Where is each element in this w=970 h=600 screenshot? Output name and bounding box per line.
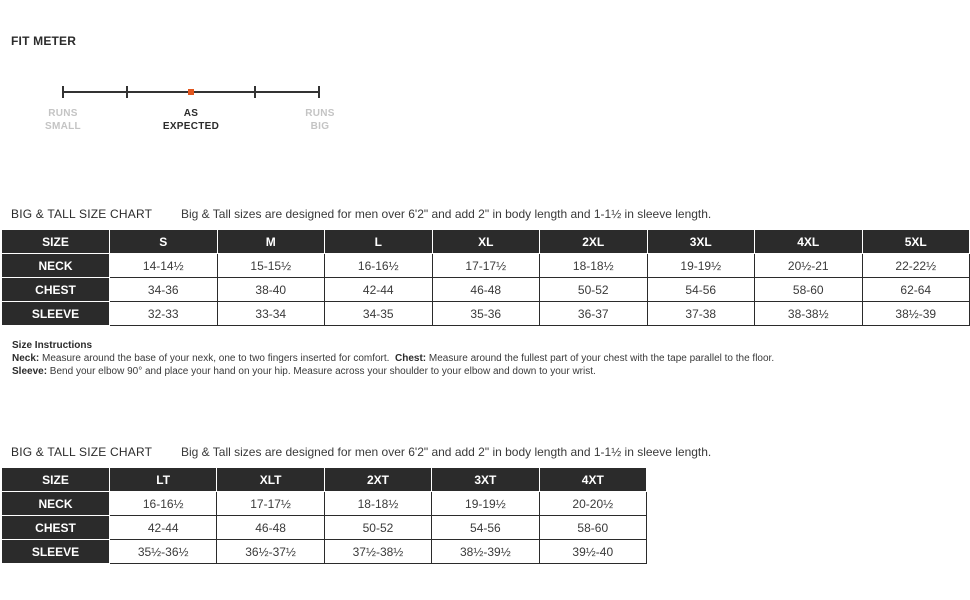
table-row	[2, 516, 647, 540]
fit-label-runs-big	[280, 107, 360, 133]
fit-meter-marker	[188, 89, 194, 95]
fit-meter-title: FIT METER	[11, 34, 77, 48]
fit-meter-tick	[62, 86, 64, 98]
column-header: 3XT	[432, 468, 539, 492]
column-header: SIZE	[2, 230, 110, 254]
table-cell: 16-16½	[325, 254, 433, 278]
column-header: LT	[110, 468, 217, 492]
table-header-row	[2, 230, 970, 254]
fit-label-runs-small	[23, 107, 103, 133]
neck-text: Measure around the base of your nexk, one to two fingers inserted for comfort.	[39, 353, 390, 364]
column-header: XL	[432, 230, 540, 254]
fit-label-line: EXPECTED	[162, 121, 220, 132]
fit-label-line: BIG	[310, 121, 330, 132]
table-cell: 46-48	[217, 516, 324, 540]
fit-label-as-expected	[151, 107, 231, 133]
table-row	[2, 540, 647, 564]
table-cell: 37-38	[647, 302, 755, 326]
table-cell: 36½-37½	[217, 540, 324, 564]
size-chart-description: Big & Tall sizes are designed for men over 6'2" and add 2" in body length and 1-1½ in sleeve length.	[181, 207, 712, 221]
table-cell: 50-52	[540, 278, 648, 302]
table-row	[2, 492, 647, 516]
column-header: SIZE	[2, 468, 110, 492]
table-row	[2, 278, 970, 302]
tall-size-chart-heading	[11, 445, 711, 459]
column-header: L	[325, 230, 433, 254]
table-cell: 22-22½	[862, 254, 970, 278]
table-cell: 19-19½	[432, 492, 539, 516]
table-cell: 33-34	[217, 302, 325, 326]
chest-text: Measure around the fullest part of your chest with the tape parallel to the floor.	[426, 353, 775, 364]
table-cell: 42-44	[325, 278, 433, 302]
table-row	[2, 302, 970, 326]
table-cell: 20½-21	[755, 254, 863, 278]
size-instructions	[12, 339, 962, 378]
column-header: S	[110, 230, 218, 254]
column-header: 4XL	[755, 230, 863, 254]
size-instructions-title: Size Instructions	[12, 340, 93, 351]
fit-meter-tick	[254, 86, 256, 98]
fit-label-line: AS	[183, 108, 199, 119]
table-cell: 14-14½	[110, 254, 218, 278]
instructions-line-neck-chest	[12, 352, 962, 365]
row-header: SLEEVE	[2, 302, 110, 326]
chest-label: Chest:	[395, 353, 427, 364]
table-cell: 39½-40	[539, 540, 646, 564]
fit-label-line: SMALL	[45, 121, 81, 132]
table-cell: 36-37	[540, 302, 648, 326]
table-cell: 38½-39½	[432, 540, 539, 564]
table-cell: 35½-36½	[110, 540, 217, 564]
column-header: M	[217, 230, 325, 254]
fit-meter-tick	[126, 86, 128, 98]
column-header: 2XL	[540, 230, 648, 254]
tall-size-chart-table	[1, 467, 647, 564]
table-cell: 17-17½	[432, 254, 540, 278]
column-header: 2XT	[324, 468, 431, 492]
table-cell: 32-33	[110, 302, 218, 326]
table-cell: 34-36	[110, 278, 218, 302]
row-header: NECK	[2, 254, 110, 278]
table-cell: 16-16½	[110, 492, 217, 516]
sleeve-text: Bend your elbow 90° and place your hand on your hip. Measure across your shoulder to your elbow and down to your wrist.	[47, 366, 596, 377]
tall-size-chart-description: Big & Tall sizes are designed for men over 6'2" and add 2" in body length and 1-1½ in sleeve length.	[181, 445, 712, 459]
table-cell: 38½-39	[862, 302, 970, 326]
table-cell: 46-48	[432, 278, 540, 302]
row-header: NECK	[2, 492, 110, 516]
table-cell: 17-17½	[217, 492, 324, 516]
table-cell: 19-19½	[647, 254, 755, 278]
column-header: 3XL	[647, 230, 755, 254]
table-cell: 54-56	[647, 278, 755, 302]
table-cell: 20-20½	[539, 492, 646, 516]
tall-size-chart-title: BIG & TALL SIZE CHART	[11, 445, 153, 459]
fit-meter-tick	[318, 86, 320, 98]
table-row	[2, 254, 970, 278]
table-cell: 42-44	[110, 516, 217, 540]
table-cell: 18-18½	[540, 254, 648, 278]
row-header: CHEST	[2, 516, 110, 540]
row-header: CHEST	[2, 278, 110, 302]
table-cell: 35-36	[432, 302, 540, 326]
size-chart-heading	[11, 207, 711, 221]
row-header: SLEEVE	[2, 540, 110, 564]
table-cell: 34-35	[325, 302, 433, 326]
table-cell: 50-52	[324, 516, 431, 540]
sleeve-label: Sleeve:	[12, 366, 48, 377]
table-cell: 15-15½	[217, 254, 325, 278]
table-cell: 38-38½	[755, 302, 863, 326]
column-header: 4XT	[539, 468, 646, 492]
column-header: 5XL	[862, 230, 970, 254]
fit-label-line: RUNS	[305, 108, 335, 119]
size-chart-title: BIG & TALL SIZE CHART	[11, 207, 153, 221]
table-header-row	[2, 468, 647, 492]
table-cell: 37½-38½	[324, 540, 431, 564]
table-cell: 18-18½	[324, 492, 431, 516]
size-chart-table	[1, 229, 970, 326]
table-cell: 54-56	[432, 516, 539, 540]
column-header: XLT	[217, 468, 324, 492]
neck-label: Neck:	[12, 353, 40, 364]
table-cell: 38-40	[217, 278, 325, 302]
instructions-line-sleeve	[12, 365, 962, 378]
table-cell: 62-64	[862, 278, 970, 302]
fit-meter	[60, 84, 322, 100]
table-cell: 58-60	[539, 516, 646, 540]
fit-label-line: RUNS	[48, 108, 78, 119]
table-cell: 58-60	[755, 278, 863, 302]
